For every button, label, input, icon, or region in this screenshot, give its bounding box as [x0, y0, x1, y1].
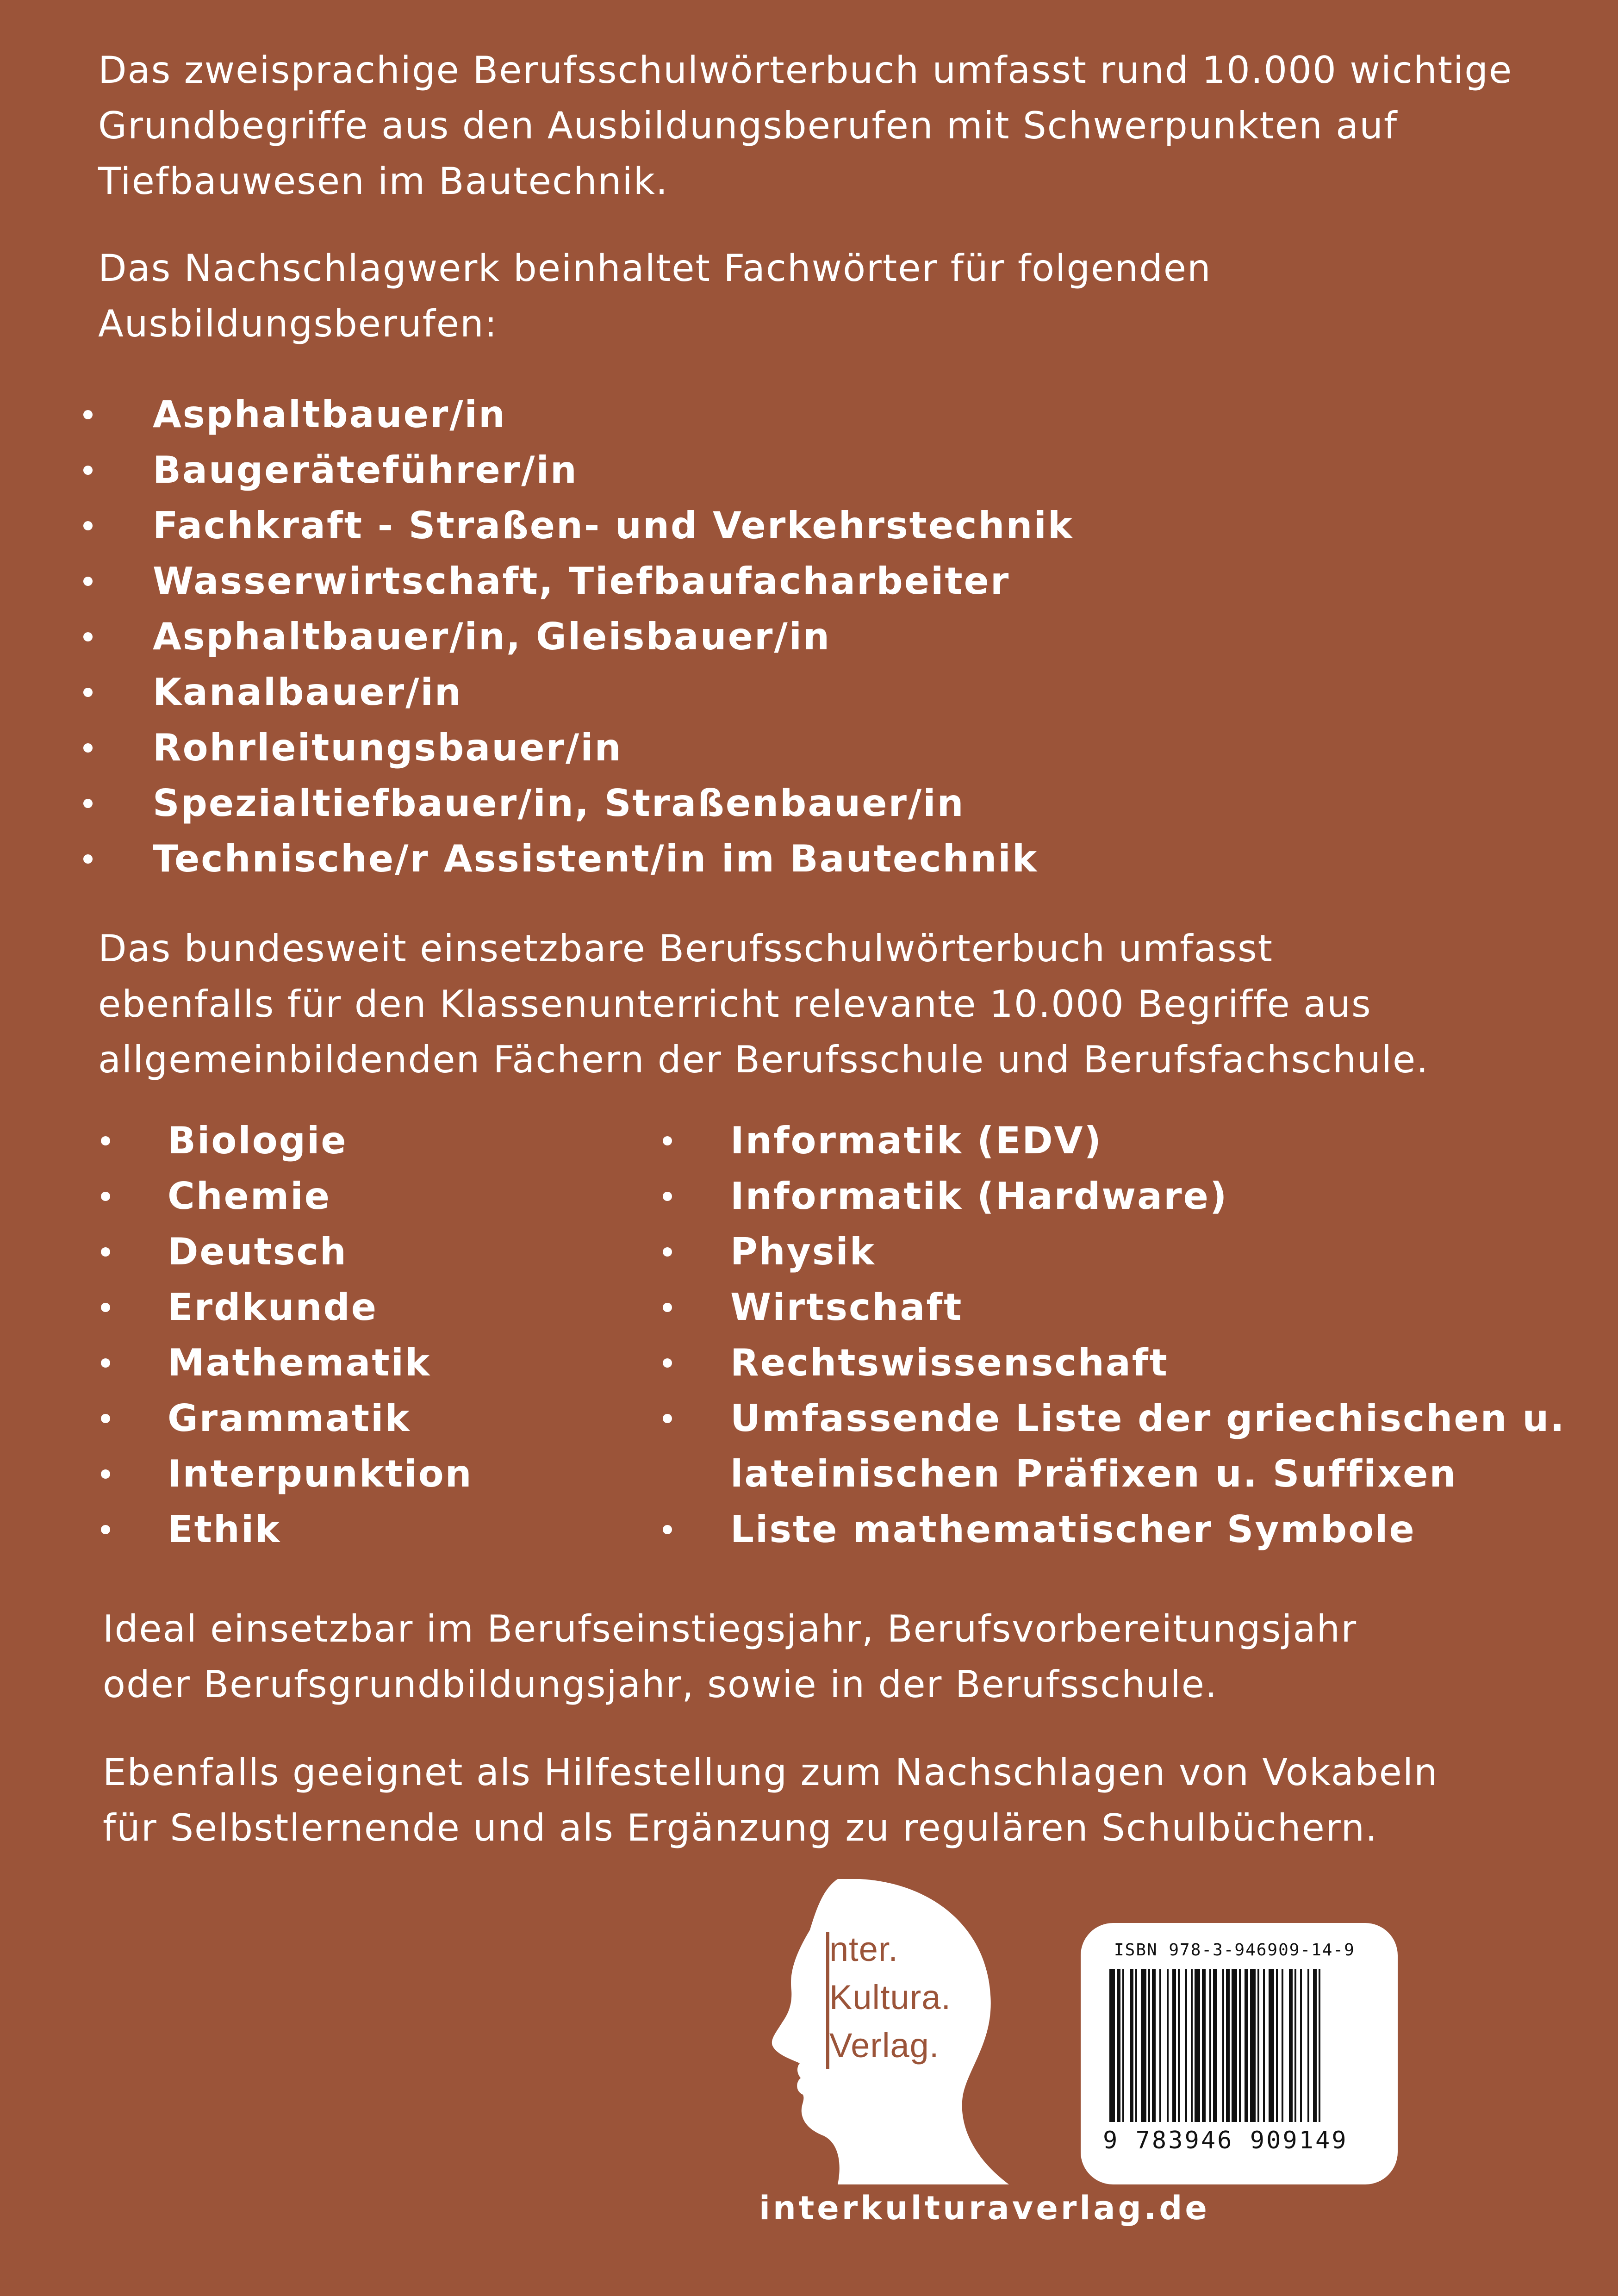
- bullet-icon: [663, 1136, 672, 1145]
- subject-label: Mathematik: [168, 1341, 431, 1384]
- logo-text: [829, 1925, 951, 2070]
- occupation-label: Rohrleitungsbauer/in: [153, 726, 622, 769]
- intro-line: Tiefbauwesen im Bautechnik.: [98, 160, 669, 203]
- occupation-label: Kanalbauer/in: [153, 671, 462, 714]
- occupation-label: Asphaltbauer/in, Gleisbauer/in: [153, 615, 831, 658]
- occupation-label: Fachkraft - Straßen- und Verkehrstechnik: [153, 504, 1074, 547]
- logo-line: Kultura.: [829, 1978, 952, 2016]
- bullet-icon: [83, 854, 93, 864]
- usage-line: Ideal einsetzbar im Berufseinstiegsjahr, Berufsvorbereitungsjahr: [103, 1607, 1357, 1650]
- occupation-label: Technische/r Assistent/in im Bautechnik: [153, 837, 1039, 880]
- occupations-intro-line: Das Nachschlagwerk beinhaltet Fachwörter für folgenden: [98, 247, 1212, 290]
- subject-label: Physik: [730, 1230, 876, 1273]
- barcode-icon: [1109, 1969, 1369, 2127]
- occupation-label: Wasserwirtschaft, Tiefbaufacharbeiter: [153, 560, 1010, 603]
- subject-label: Rechtswissenschaft: [730, 1341, 1169, 1384]
- publisher-website: interkulturaverlag.de: [759, 2189, 1210, 2227]
- subject-label: Informatik (Hardware): [730, 1175, 1228, 1218]
- bullet-icon: [101, 1358, 110, 1368]
- subject-label: Informatik (EDV): [730, 1119, 1103, 1162]
- bullet-icon: [83, 632, 93, 641]
- occupation-label: Spezialtiefbauer/in, Straßenbauer/in: [153, 782, 965, 825]
- subject-label: Erdkunde: [168, 1286, 378, 1329]
- publisher-logo: [768, 1879, 1018, 2184]
- subjects-intro-line: ebenfalls für den Klassenunterricht relevante 10.000 Begriffe aus: [98, 983, 1372, 1026]
- occupations-intro-line: Ausbildungsberufen:: [98, 302, 498, 345]
- intro-line: Das zweisprachige Berufsschulwörterbuch umfasst rund 10.000 wichtige: [98, 49, 1513, 92]
- occupation-label: Baugeräteführer/in: [153, 448, 578, 492]
- logo-line: Verlag.: [829, 2026, 940, 2065]
- bullet-icon: [83, 799, 93, 808]
- isbn-label: ISBN 978-3-946909-14-9: [1114, 1941, 1355, 1960]
- audience-line: für Selbstlernende und als Ergänzung zu regulären Schulbüchern.: [103, 1806, 1378, 1849]
- bullet-icon: [101, 1414, 110, 1423]
- intro-line: Grundbegriffe aus den Ausbildungsberufen mit Schwerpunkten auf: [98, 104, 1398, 147]
- subject-label: Liste mathematischer Symbole: [730, 1508, 1416, 1551]
- occupations-intro-paragraph: [98, 241, 1212, 352]
- bullet-icon: [83, 410, 93, 419]
- occupation-label: Asphaltbauer/in: [153, 393, 506, 436]
- subject-label: Chemie: [168, 1175, 331, 1218]
- bullet-icon: [663, 1358, 672, 1368]
- subject-label: lateinischen Präfixen u. Suffixen: [730, 1452, 1457, 1495]
- bullet-icon: [101, 1247, 110, 1257]
- logo-i-bar: [826, 1932, 829, 2069]
- bullet-icon: [663, 1303, 672, 1312]
- logo-line: nter.: [829, 1930, 898, 1968]
- bullet-icon: [83, 688, 93, 697]
- subject-label: Ethik: [168, 1508, 281, 1551]
- isbn-barcode-box: [1081, 1923, 1398, 2184]
- usage-line: oder Berufsgrundbildungsjahr, sowie in der Berufsschule.: [103, 1663, 1218, 1706]
- subjects-intro-paragraph: [98, 921, 1429, 1088]
- subjects-intro-line: Das bundesweit einsetzbare Berufsschulwörterbuch umfasst: [98, 927, 1273, 970]
- subject-label: Deutsch: [168, 1230, 348, 1273]
- bullet-icon: [83, 466, 93, 475]
- subject-label: Grammatik: [168, 1397, 411, 1440]
- bullet-icon: [663, 1192, 672, 1201]
- bullet-icon: [663, 1414, 672, 1423]
- bullet-icon: [101, 1136, 110, 1145]
- subject-label: Wirtschaft: [730, 1286, 963, 1329]
- audience-line: Ebenfalls geeignet als Hilfestellung zum Nachschlagen von Vokabeln: [103, 1751, 1438, 1794]
- bullet-icon: [101, 1469, 110, 1479]
- bullet-icon: [83, 521, 93, 530]
- bullet-icon: [663, 1525, 672, 1534]
- bullet-icon: [83, 577, 93, 586]
- subject-label: Biologie: [168, 1119, 348, 1162]
- isbn-digits: 9 783946 909149: [1103, 2127, 1348, 2154]
- usage-paragraph: [103, 1601, 1357, 1712]
- bullet-icon: [83, 743, 93, 753]
- bullet-icon: [101, 1192, 110, 1201]
- audience-paragraph: [103, 1745, 1438, 1856]
- bullet-icon: [663, 1247, 672, 1257]
- subject-label: Interpunktion: [168, 1452, 473, 1495]
- bullet-icon: [101, 1525, 110, 1534]
- intro-paragraph: [98, 43, 1512, 209]
- bullet-icon: [101, 1303, 110, 1312]
- subject-label: Umfassende Liste der griechischen u.: [730, 1397, 1566, 1440]
- subjects-intro-line: allgemeinbildenden Fächern der Berufsschule und Berufsfachschule.: [98, 1038, 1429, 1081]
